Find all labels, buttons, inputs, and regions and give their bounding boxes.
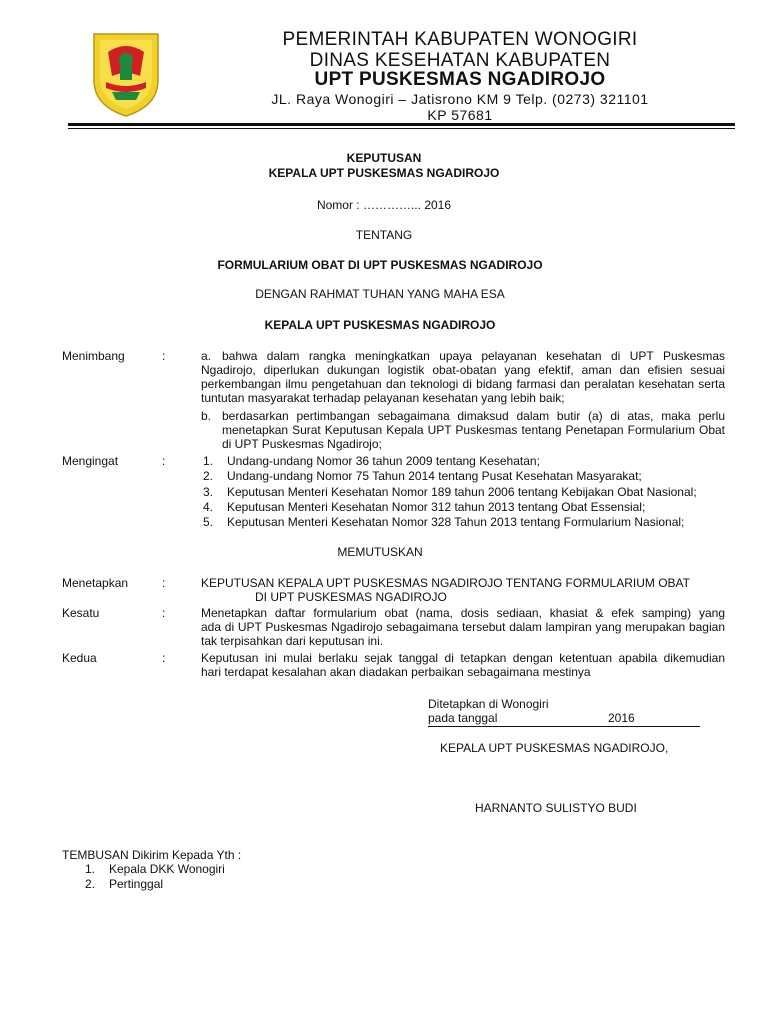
decree-tentang: TENTANG [355, 228, 413, 242]
tembusan-item-1: Kepala DKK Wonogiri [109, 862, 225, 876]
kedua-line1: Keputusan ini mulai berlaku sejak tanggal di tetapkan dengan ketentuan apabila dikemudian [201, 651, 725, 665]
menimbang-label: Menimbang [62, 349, 125, 363]
memutuskan-heading: MEMUTUSKAN [337, 545, 423, 559]
decree-issuer: KEPALA UPT PUSKESMAS NGADIROJO [268, 166, 500, 180]
signature-position: KEPALA UPT PUSKESMAS NGADIROJO, [440, 741, 669, 755]
mengingat-label: Mengingat [62, 454, 119, 468]
signature-date-label: pada tanggal [428, 711, 498, 725]
mengingat-marker-4: 4. [203, 500, 214, 514]
kesatu-colon: : [162, 606, 166, 620]
decree-number: Nomor : …………... 2016 [316, 198, 452, 212]
letterhead-puskesmas: UPT PUSKESMAS NGADIROJO [314, 69, 606, 90]
tembusan-marker-2: 2. [85, 877, 96, 891]
mengingat-marker-1: 1. [203, 454, 214, 468]
decree-invocation: DENGAN RAHMAT TUHAN YANG MAHA ESA [255, 287, 505, 301]
kedua-label: Kedua [62, 651, 97, 665]
letterhead-government: PEMERINTAH KABUPATEN WONOGIRI [282, 29, 638, 50]
mengingat-item-1: Undang-undang Nomor 36 tahun 2009 tentang Kesehatan; [227, 454, 540, 468]
tembusan-item-2: Pertinggal [109, 877, 164, 891]
tembusan-heading: TEMBUSAN Dikirim Kepada Yth : [62, 848, 242, 862]
menimbang-marker-a: a. [201, 349, 212, 363]
decree-issuer-repeat: KEPALA UPT PUSKESMAS NGADIROJO [264, 318, 496, 332]
mengingat-colon: : [162, 454, 166, 468]
mengingat-marker-3: 3. [203, 485, 214, 499]
letterhead-address: JL. Raya Wonogiri – Jatisrono KM 9 Telp. (0273) 321101 [271, 91, 649, 107]
mengingat-item-2: Undang-undang Nomor 75 Tahun 2014 tentang Pusat Kesehatan Masyarakat; [227, 469, 642, 483]
mengingat-item-5: Keputusan Menteri Kesehatan Nomor 328 Tahun 2013 tentang Formularium Nasional; [227, 515, 685, 529]
signature-place: Ditetapkan di Wonogiri [428, 697, 549, 711]
mengingat-item-4: Keputusan Menteri Kesehatan Nomor 312 tahun 2013 tentang Obat Essensial; [227, 500, 646, 514]
menimbang-marker-b: b. [201, 409, 212, 423]
menetapkan-label: Menetapkan [62, 576, 129, 590]
menimbang-a-rest: Ngadirojo, diperlukan dukungan logistik obat-obatan yang efektif, aman dan efisien sesuai perkembangan ilmu pengetahuan dan teknologi di bidang farmasi dan peralatan kesehatan serta tuntutan masyarakat terhadap pelayanan kesehatan yang lebih baik; [201, 363, 725, 405]
letterhead-rule-thin [68, 128, 735, 129]
menetapkan-line2: DI UPT PUSKESMAS NGADIROJO [255, 590, 447, 604]
mengingat-item-3: Keputusan Menteri Kesehatan Nomor 189 tahun 2006 tentang Kebijakan Obat Nasional; [227, 485, 697, 499]
kedua-colon: : [162, 651, 166, 665]
letterhead-department: DINAS KESEHATAN KABUPATEN [309, 50, 611, 71]
kedua-line2: hari terdapat kesalahan akan diadakan perbaikan sebagaimana mestinya [201, 665, 591, 679]
menetapkan-line1: KEPUTUSAN KEPALA UPT PUSKESMAS NGADIROJO TENTANG FORMULARIUM OBAT [201, 576, 690, 590]
signature-date-year: 2016 [608, 711, 635, 725]
decree-subject: FORMULARIUM OBAT DI UPT PUSKESMAS NGADIROJO [217, 258, 543, 272]
mengingat-marker-2: 2. [203, 469, 214, 483]
kesatu-line1: Menetapkan daftar formularium obat (nama, dosis sediaan, khasiat & efek samping) yang [201, 606, 725, 620]
menimbang-b-line1: berdasarkan pertimbangan sebagaimana dimaksud dalam butir (a) di atas, maka perlu [222, 409, 725, 423]
menetapkan-colon: : [162, 576, 166, 590]
kesatu-label: Kesatu [62, 606, 100, 620]
mengingat-marker-5: 5. [203, 515, 214, 529]
letterhead-postal-code: KP 57681 [427, 107, 493, 123]
menimbang-colon: : [162, 349, 166, 363]
letterhead-rule-thick [68, 123, 735, 126]
menimbang-b-rest: menetapkan Surat Keputusan Kepala UPT Puskesmas tentang Penetapan Formularium Obat di UPT Puskesmas Ngadirojo; [222, 423, 725, 451]
signature-date-rule [428, 726, 700, 727]
menimbang-a-line1: bahwa dalam rangka meningkatkan upaya pelayanan kesehatan di UPT Puskesmas [222, 349, 725, 363]
signature-name: HARNANTO SULISTYO BUDI [475, 801, 637, 815]
tembusan-marker-1: 1. [85, 862, 96, 876]
decree-heading: KEPUTUSAN [346, 151, 422, 165]
kesatu-rest: ada di UPT Puskesmas Ngadirojo sebagaimana tersebut dalam lampiran yang merupakan bagian tak terpisahkan dari keputusan ini. [201, 620, 725, 648]
wonogiri-regency-emblem [90, 30, 162, 118]
